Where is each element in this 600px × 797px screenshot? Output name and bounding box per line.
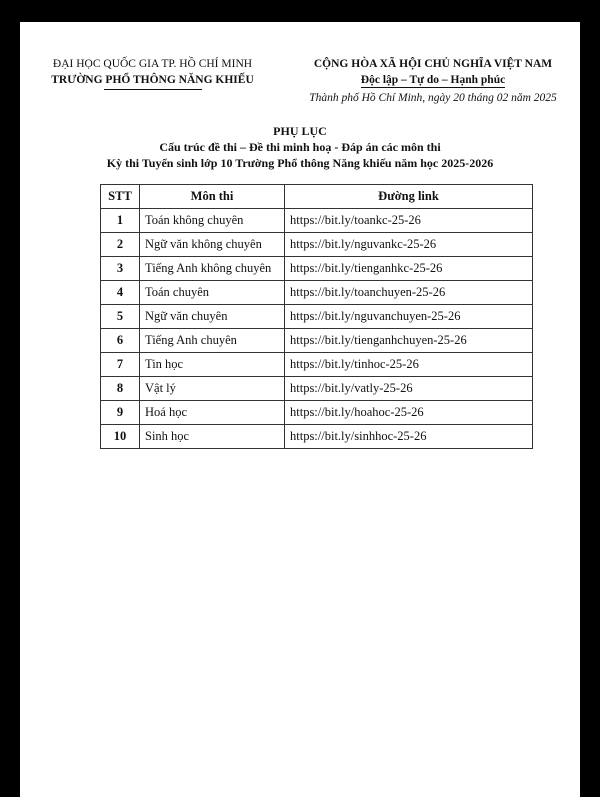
table-row	[101, 305, 533, 329]
national-header	[286, 56, 580, 106]
table-header-row	[101, 185, 533, 209]
document-titles	[20, 123, 580, 171]
table-row	[101, 209, 533, 233]
table-row	[101, 233, 533, 257]
link-cell[interactable]: https://bit.ly/vatly-25-26	[285, 377, 533, 401]
link-cell[interactable]: https://bit.ly/tinhoc-25-26	[285, 353, 533, 377]
subject-cell: Ngữ văn chuyên	[140, 305, 285, 329]
table-row	[101, 377, 533, 401]
row-number: 10	[101, 425, 140, 449]
table-row	[101, 401, 533, 425]
row-number: 5	[101, 305, 140, 329]
nation-name: CỘNG HÒA XÃ HỘI CHỦ NGHĨA VIỆT NAM	[313, 58, 553, 70]
exam-title: Kỳ thi Tuyển sinh lớp 10 Trường Phổ thông Năng khiếu năm học 2025-2026	[106, 156, 494, 170]
subject-cell: Ngữ văn không chuyên	[140, 233, 285, 257]
document-date: Thành phố Hồ Chí Minh, ngày 20 tháng 02 năm 2025	[309, 92, 557, 104]
links-table	[100, 184, 533, 449]
appendix-subtitle: Cấu trúc đề thi – Đề thi minh hoạ - Đáp án các môn thi	[159, 140, 441, 154]
link-cell[interactable]: https://bit.ly/sinhhoc-25-26	[285, 425, 533, 449]
appendix-title: PHỤ LỤC	[273, 124, 327, 138]
subject-cell: Toán không chuyên	[140, 209, 285, 233]
national-motto: Độc lập – Tự do – Hạnh phúc	[360, 74, 506, 86]
university-name: ĐẠI HỌC QUỐC GIA TP. HỒ CHÍ MINH	[52, 58, 253, 70]
subject-cell: Tin học	[140, 353, 285, 377]
link-cell[interactable]: https://bit.ly/toankc-25-26	[285, 209, 533, 233]
table-row	[101, 353, 533, 377]
row-number: 7	[101, 353, 140, 377]
row-number: 4	[101, 281, 140, 305]
link-cell[interactable]: https://bit.ly/nguvanchuyen-25-26	[285, 305, 533, 329]
row-number: 2	[101, 233, 140, 257]
document-page	[20, 22, 580, 797]
school-underline	[104, 89, 202, 90]
subject-cell: Toán chuyên	[140, 281, 285, 305]
table-row	[101, 425, 533, 449]
school-name: TRƯỜNG PHỔ THÔNG NĂNG KHIẾU	[51, 74, 254, 86]
subject-cell: Tiếng Anh chuyên	[140, 329, 285, 353]
link-cell[interactable]: https://bit.ly/toanchuyen-25-26	[285, 281, 533, 305]
subject-cell: Sinh học	[140, 425, 285, 449]
table-row	[101, 281, 533, 305]
row-number: 6	[101, 329, 140, 353]
subject-cell: Tiếng Anh không chuyên	[140, 257, 285, 281]
subject-cell: Hoá học	[140, 401, 285, 425]
column-header-stt: STT	[101, 185, 140, 209]
row-number: 1	[101, 209, 140, 233]
table-row	[101, 329, 533, 353]
table-row	[101, 257, 533, 281]
column-header-link: Đường link	[285, 185, 533, 209]
row-number: 9	[101, 401, 140, 425]
issuer-block	[20, 56, 285, 90]
row-number: 8	[101, 377, 140, 401]
link-cell[interactable]: https://bit.ly/hoahoc-25-26	[285, 401, 533, 425]
link-cell[interactable]: https://bit.ly/nguvankc-25-26	[285, 233, 533, 257]
link-cell[interactable]: https://bit.ly/tienganhkc-25-26	[285, 257, 533, 281]
column-header-subject: Môn thi	[140, 185, 285, 209]
row-number: 3	[101, 257, 140, 281]
subject-cell: Vật lý	[140, 377, 285, 401]
link-cell[interactable]: https://bit.ly/tienganhchuyen-25-26	[285, 329, 533, 353]
